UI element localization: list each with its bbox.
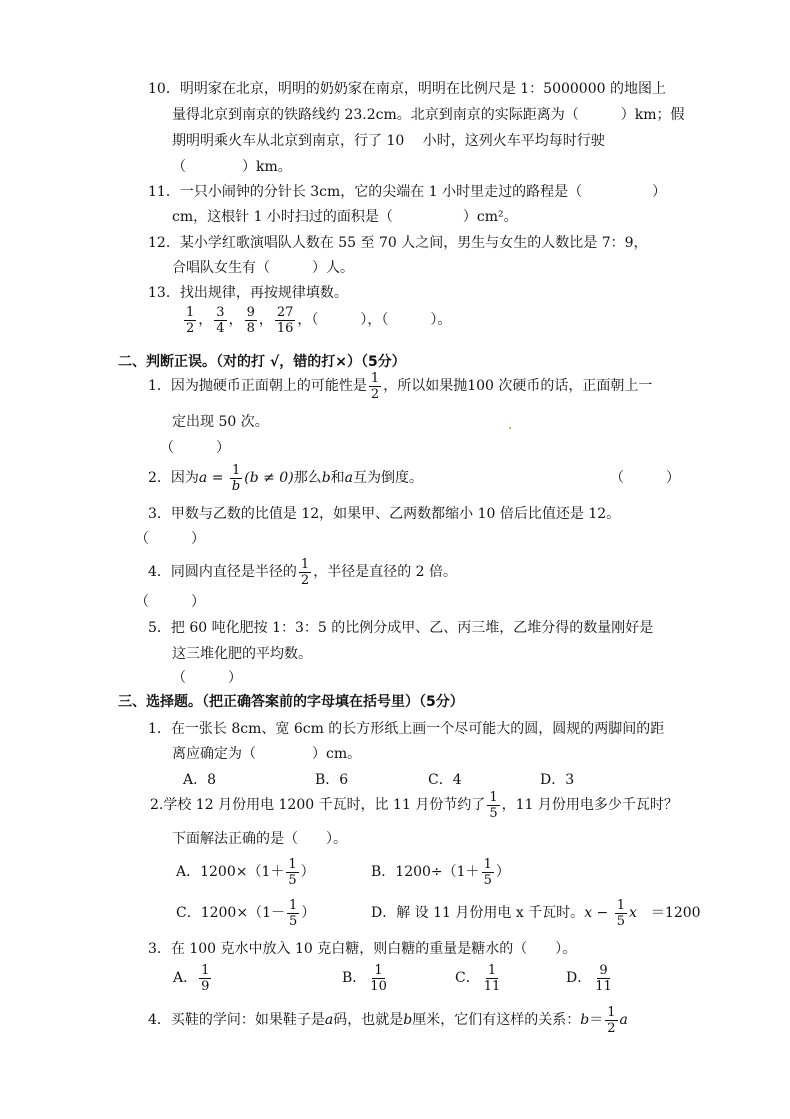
- q13-fraction-2: $\frac{3}{4}$: [216, 304, 225, 336]
- q12-line-2: 合唱队女生有（ ）人。: [172, 260, 354, 276]
- q10-line-2: 量得北京到南京的铁路线约 23.2cm。北京到南京的实际距离为（ ）km；假: [172, 107, 685, 123]
- s3-q1-option-d: D．3: [540, 772, 575, 788]
- s2-item-4-answer: （ ）: [135, 594, 205, 610]
- s2-item-1-answer: （ ）: [160, 440, 230, 456]
- s3-q2-option-c: C．1200×（1－ $\frac{1}{5}$ ）: [176, 897, 316, 929]
- s3-q1-line-1: 1．在一张长 8cm、宽 6cm 的长方形纸上画一个尽可能大的圆，圆规的两脚间的距: [148, 721, 665, 737]
- s2-item-4: 4．同圆内直径是半径的 $\frac{1}{2}$ ，半径是直径的 2 倍。: [148, 556, 458, 588]
- q12-line-1: 12．某小学红歌演唱队人数在 55 至 70 人之间，男生与女生的人数比是 7：9，: [148, 235, 648, 251]
- s3-q2-line-1: 2.学校 12 月份用电 1200 千瓦时，比 11 月份节约了 $\frac{1}{5}$ ，11 月份用电多少千瓦时？: [150, 789, 678, 821]
- stray-dot: [509, 427, 511, 429]
- s3-q3-option-d: D． $\frac{9}{11}$: [566, 962, 612, 994]
- s3-q1-line-2: 离应确定为（ ）cm。: [172, 746, 362, 762]
- s2-item-3: 3．甲数与乙数的比值是 12，如果甲、乙两数都缩小 10 倍后比值还是 12。: [148, 506, 621, 522]
- q13-sequence: $\frac{1}{2}$ ， $\frac{3}{4}$ ， $\frac{9}{8}$ ， $\frac{27}{16}$ ，（ ），（ ）。: [186, 304, 452, 336]
- q13-fraction-4: $\frac{27}{16}$: [276, 304, 294, 336]
- s3-q2-option-a: A．1200×（1＋ $\frac{1}{5}$ ）: [176, 856, 315, 888]
- s3-q3: 3．在 100 克水中放入 10 克白糖，则白糖的重量是糖水的（ ）。: [148, 941, 577, 957]
- q13-blanks: ，（ ），（ ）。: [297, 312, 452, 328]
- s2-item-5-line-1: 5．把 60 吨化肥按 1：3：5 的比例分成甲、乙、丙三堆，乙堆分得的数量刚好是: [148, 620, 654, 636]
- q10-line-3: 期明明乘火车从北京到南京，行了 10 小时，这列火车平均每时行驶: [172, 133, 605, 149]
- s3-q2-option-d: D．解 设 11 月份用电 x 千瓦时。x − $\frac{1}{5}$ x ＝1200: [371, 897, 701, 929]
- s2-item-1-line-2: 定出现 50 次。: [172, 414, 269, 430]
- s2-item-3-answer: （ ）: [135, 531, 205, 547]
- s2-item-4-fraction: $\frac{1}{2}$: [300, 556, 310, 588]
- q11-line-2: cm，这根针 1 小时扫过的面积是（ ）cm²。: [172, 209, 518, 225]
- s3-q2-fraction: $\frac{1}{5}$: [489, 789, 498, 821]
- s3-q3-option-c: C． $\frac{1}{11}$: [455, 962, 501, 994]
- s3-q1-option-b: B．6: [315, 772, 349, 788]
- q10-line-4: （ ）km。: [172, 159, 292, 175]
- s3-q4: 4．买鞋的学问：如果鞋子是a码，也就是b厘米，它们有这样的关系：b＝ $\frac{1}{2}$ a: [148, 1004, 628, 1036]
- s2-item-2-fraction: $\frac{1}{b}$: [231, 462, 241, 494]
- s2-item-1-line-1: 1．因为抛硬币正面朝上的可能性是 $\frac{1}{2}$ ，所以如果抛100 次硬币的话，正面朝上一: [148, 370, 653, 402]
- s2-item-5-answer: （ ）: [172, 670, 242, 686]
- s2-item-5-line-2: 这三堆化肥的平均数。: [172, 646, 312, 662]
- q13-fraction-1: $\frac{1}{2}$: [186, 304, 195, 336]
- s3-q3-option-a: A． $\frac{1}{9}$: [173, 962, 210, 994]
- q13-fraction-3: $\frac{9}{8}$: [246, 304, 255, 336]
- s3-q3-option-b: B． $\frac{1}{10}$: [342, 962, 387, 994]
- s3-q4-fraction: $\frac{1}{2}$: [607, 1004, 616, 1036]
- section-2-title: 二、判断正误。（对的打 √，错的打×）（5分）: [118, 354, 406, 370]
- q13-line-1: 13．找出规律，再按规律填数。: [148, 285, 348, 301]
- s2-item-1-fraction: $\frac{1}{2}$: [370, 370, 380, 402]
- s3-q1-option-a: A．8: [183, 772, 217, 788]
- s3-q2-line-2: 下面解法正确的是（ ）。: [172, 831, 347, 847]
- q10-line-1: 10．明明家在北京，明明的奶奶家在南京，明明在比例尺是 1：5000000 的地图上: [148, 81, 666, 97]
- s3-q1-option-c: C．4: [428, 772, 462, 788]
- s2-item-2-answer: （ ）: [610, 470, 680, 486]
- s3-q2-option-b: B．1200÷（1＋ $\frac{1}{5}$ ）: [371, 856, 510, 888]
- s2-item-2: 2．因为a = $\frac{1}{b}$ (b ≠ 0)那么b和a互为倒度。: [148, 462, 424, 494]
- q11-line-1: 11．一只小闹钟的分针长 3cm，它的尖端在 1 小时里走过的路程是（ ）: [148, 184, 667, 200]
- section-3-title: 三、选择题。（把正确答案前的字母填在括号里）（5分）: [118, 694, 464, 710]
